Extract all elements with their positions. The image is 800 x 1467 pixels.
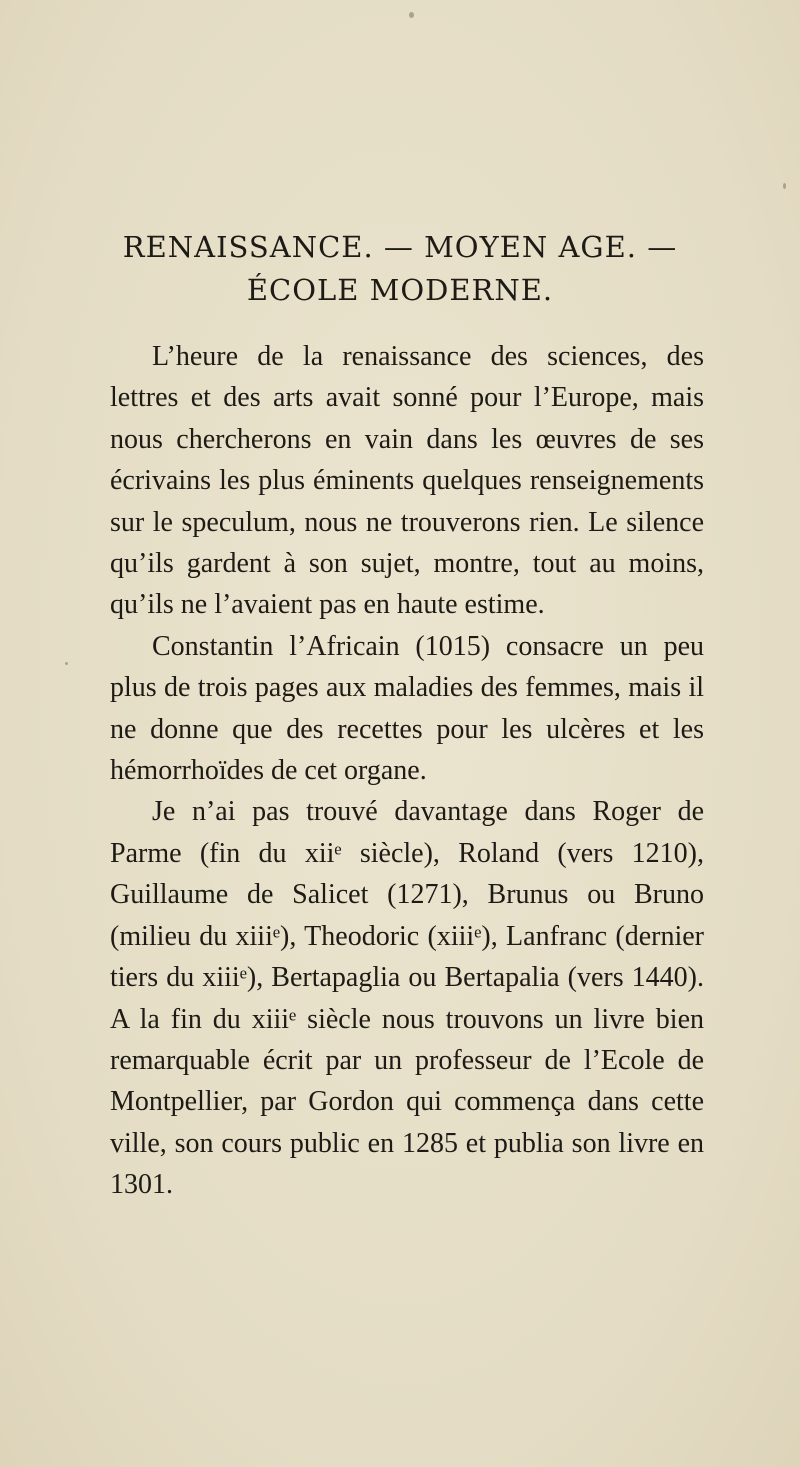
body-text [110,336,704,1206]
ink-speck [783,183,786,189]
chapter-heading-line-2: ÉCOLE MODERNE. [246,273,554,307]
paragraph: Je n’ai pas trouvé davantage dans Roger de Parme (fin du xiiᵉ siècle), Roland (vers 1210), Guillaume de Salicet (1271), Brunus ou Bruno (milieu du xiiiᵉ), Theodoric (xiiiᵉ), Lanfranc (dernier tiers du xiiiᵉ), Bertapaglia ou Bertapalia (vers 1440). A la fin du xiiiᵉ siècle nous trouvons un livre bien remarquable écrit par un professeur de l’Ecole de Montpellier, par Gordon qui commença dans cette ville, son cours public en 1285 et publia son livre en 1301. [110,796,704,1201]
paragraph: Constantin l’Africain (1015) consacre un peu plus de trois pages aux maladies des femmes, mais il ne donne que des recettes pour les ulcères et les hémorrhoïdes de cet organe. [110,630,704,787]
paragraph: L’heure de la renaissance des sciences, des lettres et des arts avait sonné pour l’Europe, mais nous chercherons en vain dans les œuvres de ses écrivains les plus éminents quelques renseignements sur le speculum, nous ne trouverons rien. Le silence qu’ils gardent à son sujet, montre, tout au moins, qu’ils ne l’avaient pas en haute estime. [110,341,704,621]
ink-speck [409,12,414,18]
ink-speck [65,662,68,665]
chapter-heading-line-1: RENAISSANCE. — MOYEN AGE. — [122,230,678,264]
